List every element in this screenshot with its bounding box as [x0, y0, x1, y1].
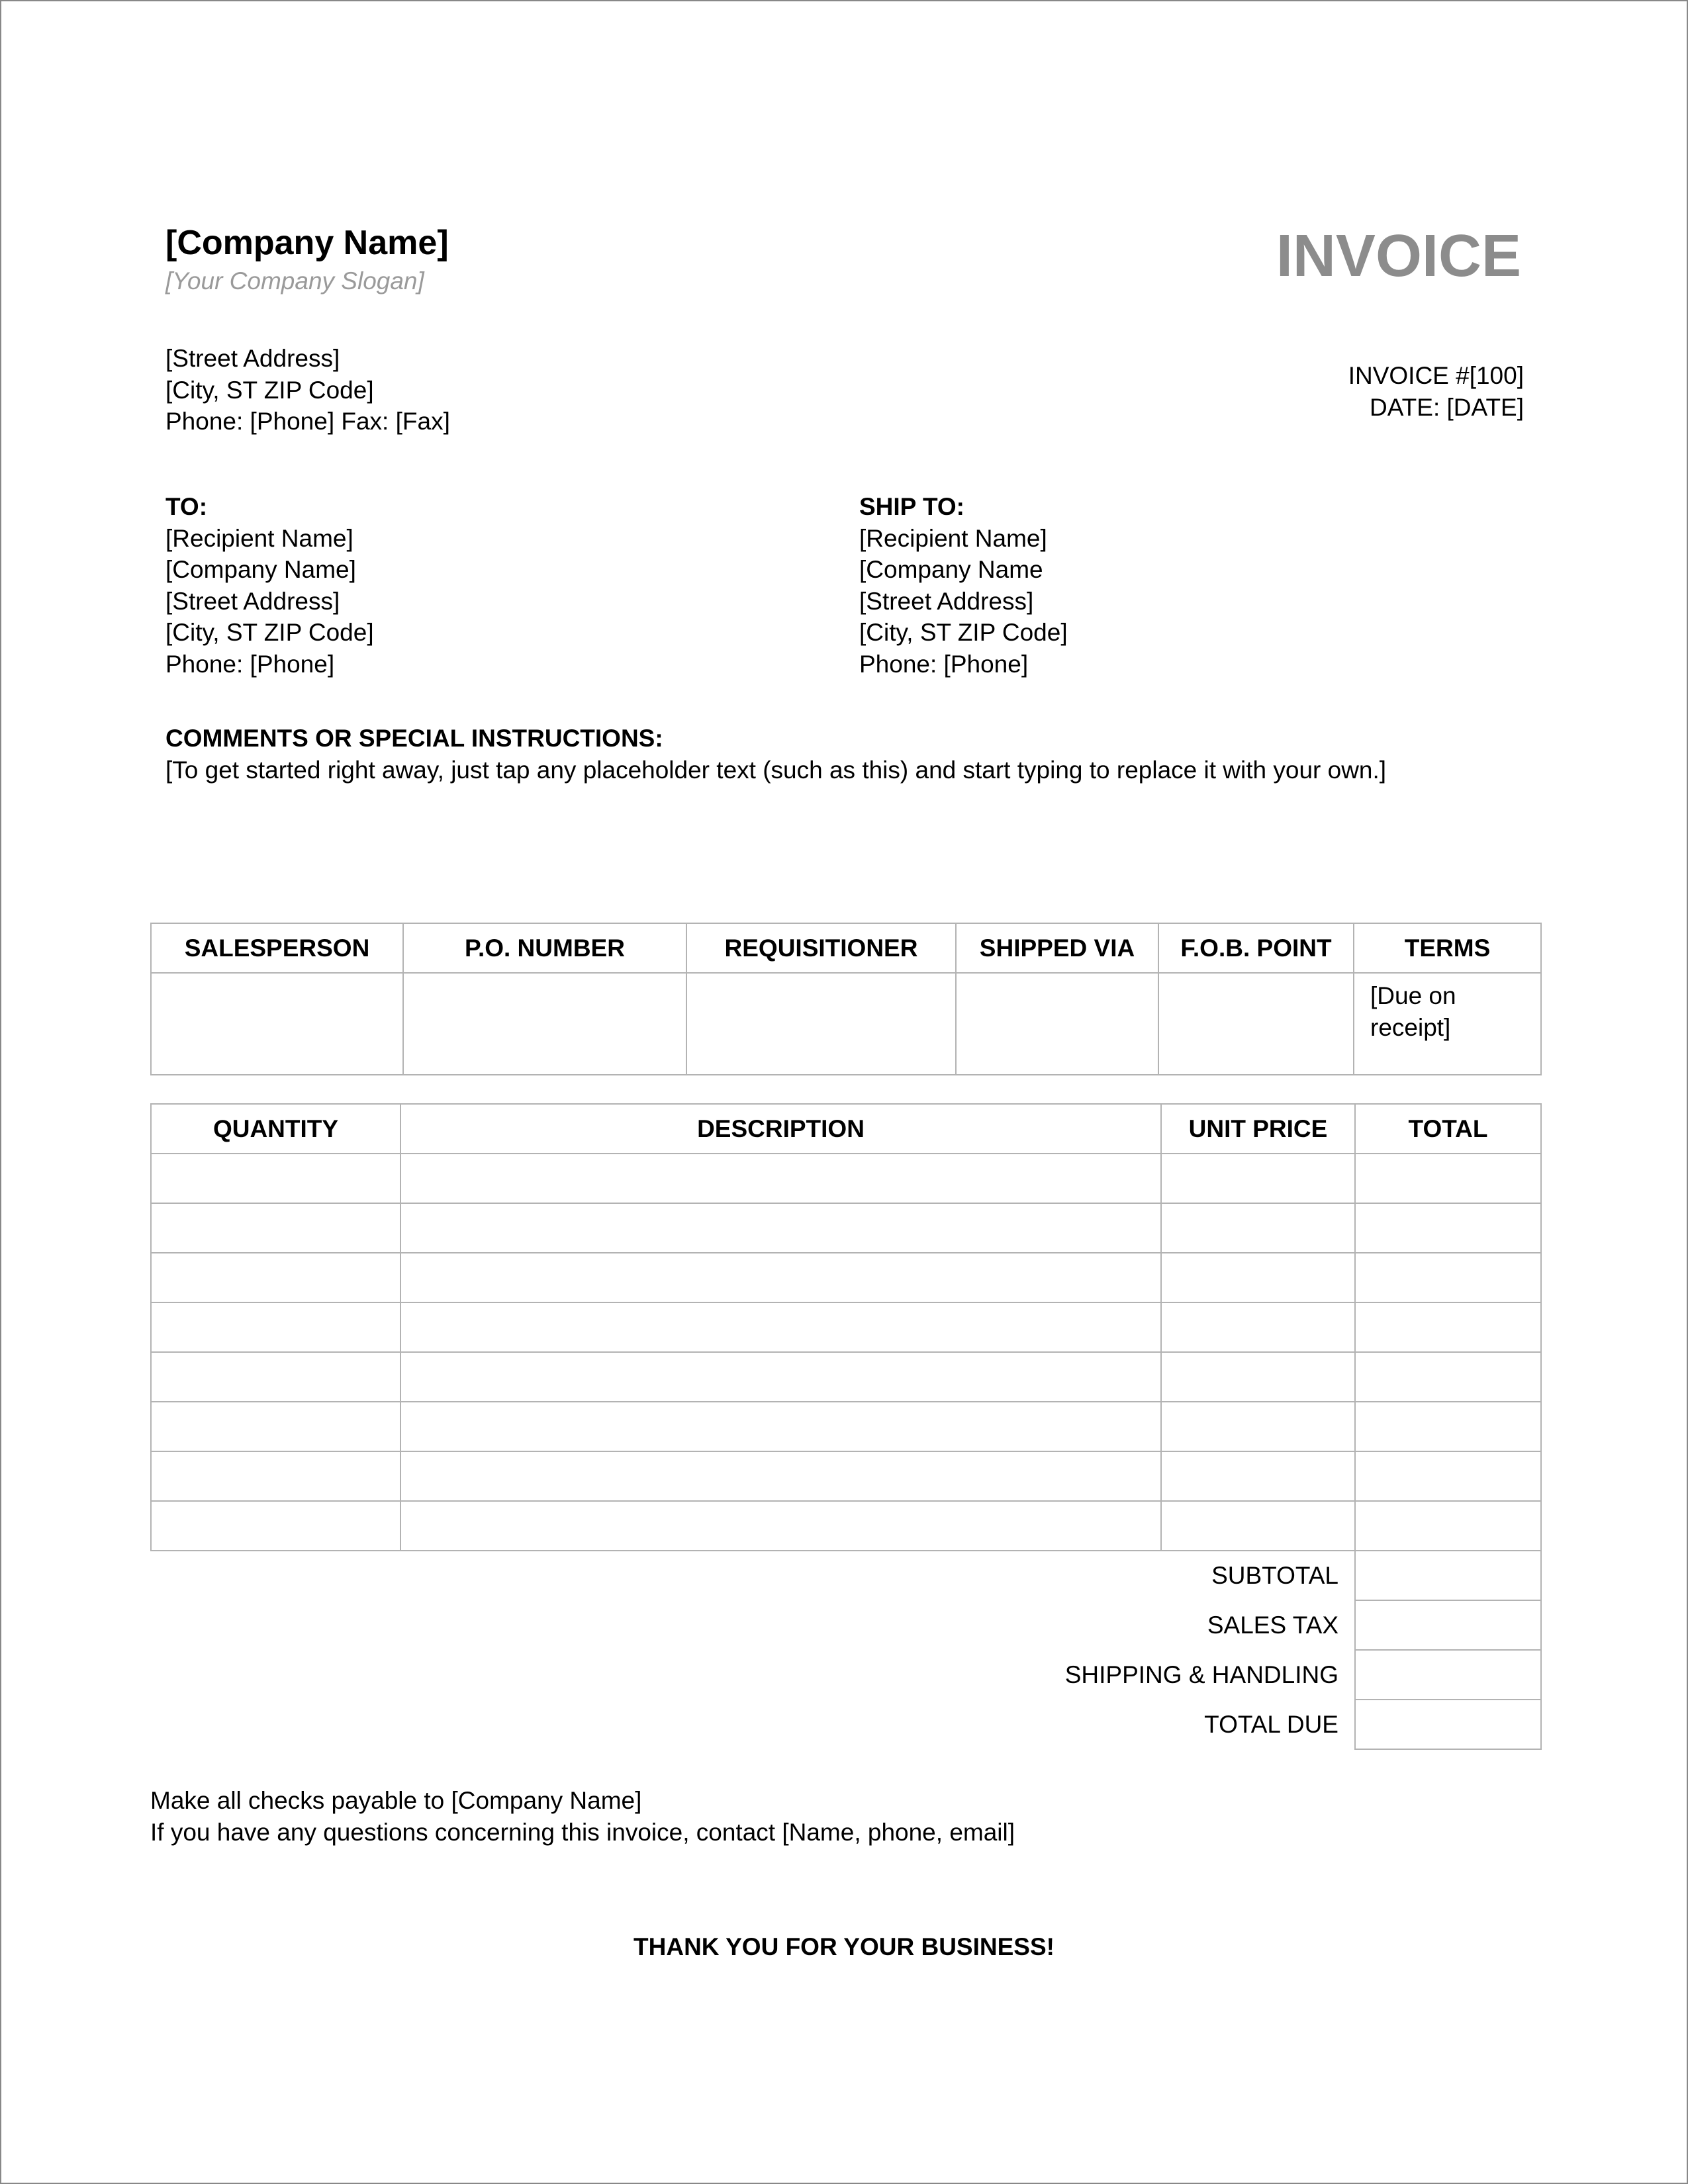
subtotal-value[interactable] — [1355, 1551, 1541, 1600]
line-total-cell[interactable] — [1355, 1451, 1541, 1501]
quantity-cell[interactable] — [151, 1402, 400, 1451]
po-number-cell[interactable] — [403, 973, 686, 1075]
shipping-value[interactable] — [1355, 1650, 1541, 1700]
quantity-cell[interactable] — [151, 1501, 400, 1551]
subtotal-label: SUBTOTAL — [1211, 1562, 1338, 1589]
shipped-via-header: SHIPPED VIA — [956, 923, 1158, 973]
ship-to-block — [859, 491, 1068, 680]
line-total-cell[interactable] — [1355, 1402, 1541, 1451]
total-due-label: TOTAL DUE — [1204, 1710, 1338, 1738]
requisitioner-cell[interactable] — [686, 973, 956, 1075]
invoice-date[interactable]: DATE: [DATE] — [1370, 394, 1524, 421]
bill-to-line[interactable]: [City, ST ZIP Code] — [165, 619, 374, 646]
sender-phone-fax[interactable]: Phone: [Phone] Fax: [Fax] — [165, 408, 450, 435]
unit-price-cell[interactable] — [1161, 1352, 1355, 1402]
description-cell[interactable] — [400, 1352, 1161, 1402]
blank-cell — [151, 1551, 400, 1600]
unit-price-cell[interactable] — [1161, 1302, 1355, 1352]
quantity-cell[interactable] — [151, 1154, 400, 1203]
table-row — [151, 1203, 1541, 1253]
description-cell[interactable] — [400, 1154, 1161, 1203]
quantity-header: QUANTITY — [151, 1104, 400, 1154]
total-due-value[interactable] — [1355, 1700, 1541, 1749]
sales-tax-value[interactable] — [1355, 1600, 1541, 1650]
description-cell[interactable] — [400, 1253, 1161, 1302]
table-row — [151, 1352, 1541, 1402]
description-cell[interactable] — [400, 1501, 1161, 1551]
questions-contact-note[interactable]: If you have any questions concerning this invoice, contact [Name, phone, email] — [150, 1818, 1015, 1846]
comments-heading: COMMENTS OR SPECIAL INSTRUCTIONS: — [165, 725, 663, 752]
blank-cell — [151, 1600, 400, 1650]
comments-text[interactable]: [To get started right away, just tap any placeholder text (such as this) and start typing to replace it with your own.] — [165, 756, 1387, 784]
subtotal-row — [151, 1551, 1541, 1600]
line-total-cell[interactable] — [1355, 1203, 1541, 1253]
invoice-meta — [1348, 360, 1524, 424]
comments-block — [165, 723, 1386, 786]
bill-to-heading: TO: — [165, 493, 208, 520]
quantity-cell[interactable] — [151, 1302, 400, 1352]
ship-to-line[interactable]: [Company Name — [859, 556, 1043, 583]
line-total-cell[interactable] — [1355, 1302, 1541, 1352]
unit-price-cell[interactable] — [1161, 1253, 1355, 1302]
table-row — [151, 1501, 1541, 1551]
company-slogan[interactable]: [Your Company Slogan] — [165, 267, 424, 295]
terms-header: TERMS — [1354, 923, 1541, 973]
table-row — [151, 1302, 1541, 1352]
order-info-value-row — [151, 973, 1541, 1075]
description-header: DESCRIPTION — [400, 1104, 1161, 1154]
invoice-number[interactable]: INVOICE #[100] — [1348, 362, 1524, 389]
line-items-header-row — [151, 1104, 1541, 1154]
sender-city[interactable]: [City, ST ZIP Code] — [165, 376, 374, 404]
fob-point-cell[interactable] — [1158, 973, 1354, 1075]
total-due-row — [151, 1700, 1541, 1749]
unit-price-cell[interactable] — [1161, 1451, 1355, 1501]
quantity-cell[interactable] — [151, 1352, 400, 1402]
ship-to-heading: SHIP TO: — [859, 493, 965, 520]
fob-point-header: F.O.B. POINT — [1158, 923, 1354, 973]
description-cell[interactable] — [400, 1302, 1161, 1352]
table-row — [151, 1253, 1541, 1302]
quantity-cell[interactable] — [151, 1451, 400, 1501]
bill-to-line[interactable]: [Recipient Name] — [165, 524, 353, 552]
ship-to-line[interactable]: Phone: [Phone] — [859, 650, 1029, 678]
po-number-header: P.O. NUMBER — [403, 923, 686, 973]
description-cell[interactable] — [400, 1451, 1161, 1501]
terms-cell[interactable]: [Due on receipt] — [1354, 973, 1541, 1075]
bill-to-line[interactable]: [Company Name] — [165, 556, 356, 583]
invoice-title: INVOICE — [1276, 223, 1521, 289]
bill-to-line[interactable]: [Street Address] — [165, 587, 340, 615]
table-row — [151, 1402, 1541, 1451]
description-cell[interactable] — [400, 1402, 1161, 1451]
ship-to-line[interactable]: [City, ST ZIP Code] — [859, 619, 1068, 646]
table-row — [151, 1154, 1541, 1203]
salesperson-cell[interactable] — [151, 973, 403, 1075]
salesperson-header: SALESPERSON — [151, 923, 403, 973]
total-header: TOTAL — [1355, 1104, 1541, 1154]
line-total-cell[interactable] — [1355, 1253, 1541, 1302]
unit-price-cell[interactable] — [1161, 1154, 1355, 1203]
quantity-cell[interactable] — [151, 1253, 400, 1302]
thank-you-message: THANK YOU FOR YOUR BUSINESS! — [633, 1933, 1055, 1960]
blank-cell — [151, 1650, 400, 1700]
blank-cell — [151, 1700, 400, 1749]
table-row — [151, 1451, 1541, 1501]
sender-address — [165, 343, 450, 437]
footer-notes — [150, 1785, 1015, 1848]
line-total-cell[interactable] — [1355, 1501, 1541, 1551]
ship-to-line[interactable]: [Recipient Name] — [859, 524, 1047, 552]
unit-price-header: UNIT PRICE — [1161, 1104, 1355, 1154]
sales-tax-label: SALES TAX — [1207, 1611, 1338, 1639]
quantity-cell[interactable] — [151, 1203, 400, 1253]
order-info-header-row — [151, 923, 1541, 973]
unit-price-cell[interactable] — [1161, 1501, 1355, 1551]
checks-payable-note[interactable]: Make all checks payable to [Company Name] — [150, 1787, 642, 1814]
shipped-via-cell[interactable] — [956, 973, 1158, 1075]
line-total-cell[interactable] — [1355, 1154, 1541, 1203]
shipping-row — [151, 1650, 1541, 1700]
line-total-cell[interactable] — [1355, 1352, 1541, 1402]
unit-price-cell[interactable] — [1161, 1402, 1355, 1451]
unit-price-cell[interactable] — [1161, 1203, 1355, 1253]
bill-to-block — [165, 491, 374, 680]
line-items-table — [150, 1103, 1542, 1750]
shipping-label: SHIPPING & HANDLING — [1064, 1661, 1338, 1688]
requisitioner-header: REQUISITIONER — [686, 923, 956, 973]
ship-to-line[interactable]: [Street Address] — [859, 587, 1034, 615]
sender-street[interactable]: [Street Address] — [165, 345, 340, 372]
sales-tax-row — [151, 1600, 1541, 1650]
order-info-table — [150, 923, 1542, 1075]
company-name[interactable]: [Company Name] — [165, 224, 449, 262]
description-cell[interactable] — [400, 1203, 1161, 1253]
bill-to-line[interactable]: Phone: [Phone] — [165, 650, 335, 678]
